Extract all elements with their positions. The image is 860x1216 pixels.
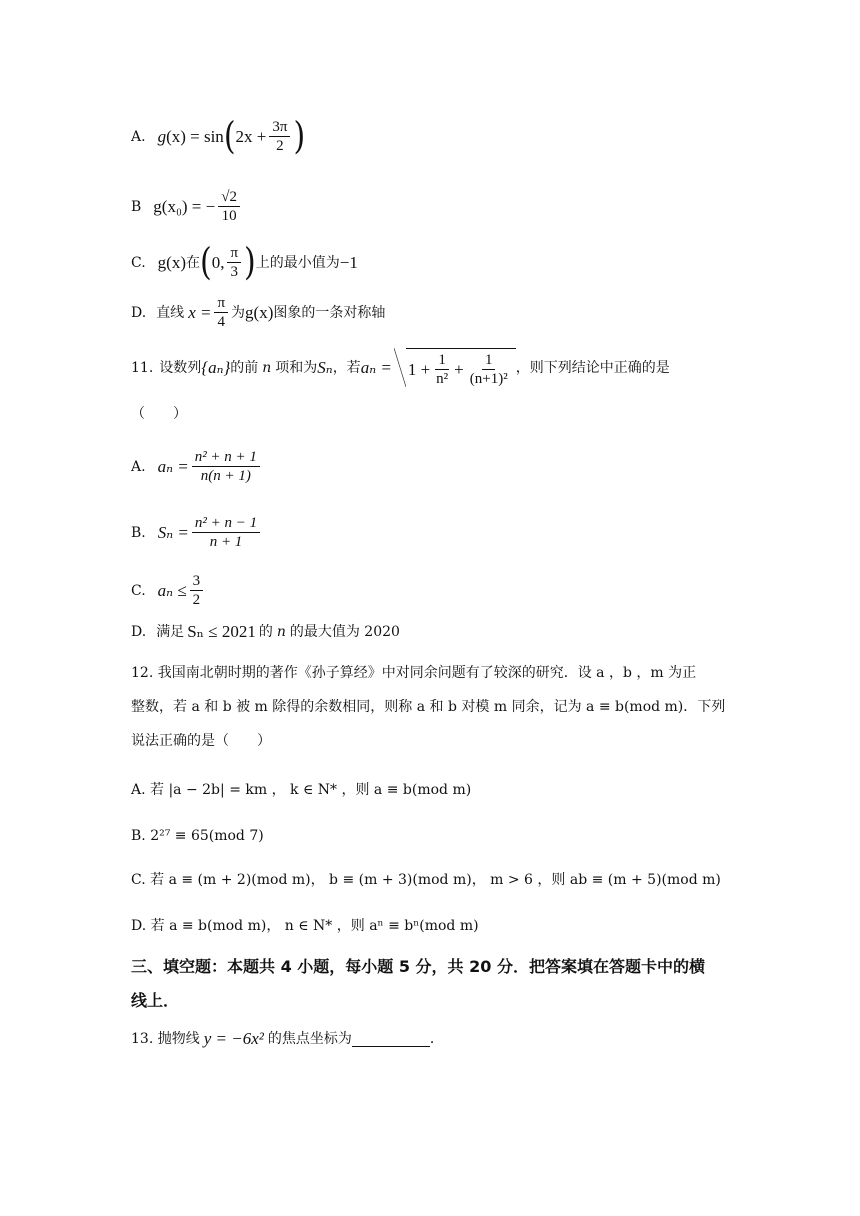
- expression: g(x): [245, 302, 274, 322]
- interval-left: 0,: [211, 252, 225, 272]
- paren-open: (: [200, 240, 212, 284]
- q11-option-b: [131, 514, 263, 551]
- q11-answer-paren: [131, 404, 187, 424]
- variable: n: [276, 624, 286, 640]
- variable: n: [262, 360, 272, 376]
- denominator: 2: [192, 592, 201, 608]
- expression: y = −6x²: [203, 1029, 264, 1048]
- q11-stem: [131, 348, 670, 388]
- expression: g(x): [157, 252, 186, 272]
- text: 直线: [156, 304, 185, 321]
- denominator: 2: [276, 138, 284, 154]
- fraction: [190, 572, 204, 609]
- fraction: [269, 118, 290, 155]
- numerator: 1: [482, 351, 496, 370]
- paren: （ ）: [131, 406, 187, 422]
- fraction: [433, 351, 451, 388]
- answer-blank[interactable]: [352, 1032, 430, 1047]
- expression: Sₙ ≤ 2021: [187, 622, 256, 641]
- option-label: D.: [131, 624, 147, 640]
- text: 的最大值为 2020: [289, 624, 400, 640]
- fraction: [467, 351, 511, 388]
- fraction: [192, 514, 260, 551]
- text: 的前: [230, 360, 259, 376]
- heading-line-1: 三、填空题：本题共 4 小题，每小题 5 分，共 20 分．把答案填在答题卡中的横: [131, 957, 705, 976]
- option-label: A.: [131, 458, 146, 475]
- numerator: n² + n + 1: [192, 448, 260, 467]
- denominator: n²: [436, 371, 449, 387]
- numerator: 1: [435, 351, 449, 370]
- lhs: aₙ =: [157, 456, 189, 476]
- sum: Sₙ: [317, 358, 333, 377]
- text: 项和为: [275, 360, 318, 376]
- text: 13. 抛物线: [131, 1031, 200, 1047]
- expression: g(x₀) = −: [153, 196, 216, 216]
- fraction: [192, 448, 260, 485]
- paren-close: ): [244, 240, 256, 284]
- q12-option-c: C. 若 a ≡ (m + 2)(mod m)， b ≡ (m + 3)(mod m)， m > 6 ，则 ab ≡ (m + 5)(mod m): [131, 872, 721, 888]
- q10-option-d: [131, 294, 385, 331]
- q10-option-a: [131, 114, 306, 158]
- expression: (x) = sin: [166, 126, 224, 146]
- numerator: 3: [190, 572, 204, 591]
- option-label: B: [131, 198, 142, 215]
- text: 的: [258, 624, 273, 640]
- text: ．: [429, 1031, 444, 1047]
- numerator: n² + n − 1: [192, 514, 260, 533]
- q13-stem: [131, 1029, 444, 1049]
- denominator: 4: [217, 314, 225, 330]
- denominator: n(n + 1): [200, 468, 251, 484]
- q11-option-d: [131, 622, 400, 642]
- question-number: 11.: [131, 360, 154, 376]
- square-root: [406, 348, 516, 388]
- numerator: 3π: [269, 118, 290, 137]
- numerator: √2: [218, 188, 240, 207]
- q12-option-d: D. 若 a ≡ b(mod m)， n ∈ N* ，则 aⁿ ≡ bⁿ(mod m): [131, 918, 479, 934]
- paren-close: ): [293, 114, 306, 158]
- text: 满足: [156, 624, 185, 640]
- function-name: g: [157, 126, 167, 146]
- fraction: [227, 244, 241, 281]
- option-label: B.: [131, 524, 146, 541]
- heading-line-2: 线上．: [131, 991, 180, 1010]
- text: ，若: [332, 360, 361, 376]
- numerator: π: [227, 244, 241, 263]
- numerator: π: [214, 294, 228, 313]
- option-label: C.: [131, 254, 146, 271]
- q10-option-b: [131, 188, 243, 225]
- denominator: (n+1)²: [469, 371, 508, 387]
- option-label: D.: [131, 304, 147, 321]
- expression-inner: 2x +: [235, 126, 267, 146]
- lhs: aₙ ≤: [157, 580, 187, 600]
- paren-open: (: [223, 114, 236, 158]
- expression: x =: [188, 302, 212, 322]
- text: 图象的一条对称轴: [273, 304, 386, 321]
- q10-option-c: [131, 240, 358, 284]
- section-heading: [131, 950, 731, 1018]
- stem-line-1: 12. 我国南北朝时期的著作《孙子算经》中对同余问题有了较深的研究．设 a ，b ，m 为正: [131, 665, 697, 681]
- denominator: 3: [230, 264, 238, 280]
- q11-option-c: [131, 572, 206, 609]
- q12-option-a: A. 若 |a − 2b| = km ， k ∈ N* ，则 a ≡ b(mod m): [131, 782, 472, 798]
- option-label: A.: [131, 128, 146, 145]
- expression: 1 +: [407, 359, 431, 379]
- stem-line-3: 说法正确的是（ ）: [131, 733, 271, 749]
- q11-option-a: [131, 448, 263, 485]
- value: −1: [339, 252, 358, 272]
- option-label: C.: [131, 582, 146, 599]
- sequence: {aₙ}: [201, 358, 231, 377]
- text: 的焦点坐标为: [267, 1031, 352, 1047]
- text: ，则下列结论中正确的是: [515, 360, 670, 376]
- text: 在: [186, 254, 200, 271]
- q12-stem: [131, 656, 731, 758]
- text: 上的最小值为: [255, 254, 340, 271]
- text: 设数列: [159, 360, 202, 376]
- term: aₙ =: [360, 358, 392, 377]
- denominator: 10: [221, 208, 237, 224]
- fraction: [214, 294, 228, 331]
- q12-option-b: B. 2²⁷ ≡ 65(mod 7): [131, 828, 264, 844]
- fraction: [218, 188, 240, 225]
- plus: +: [454, 359, 464, 379]
- stem-line-2: 整数，若 a 和 b 被 m 除得的余数相同，则称 a 和 b 对模 m 同余，记为 a ≡ b(mod m)．下列: [131, 699, 726, 715]
- lhs: Sₙ =: [157, 522, 189, 542]
- text: 为: [231, 304, 246, 321]
- denominator: n + 1: [209, 534, 243, 550]
